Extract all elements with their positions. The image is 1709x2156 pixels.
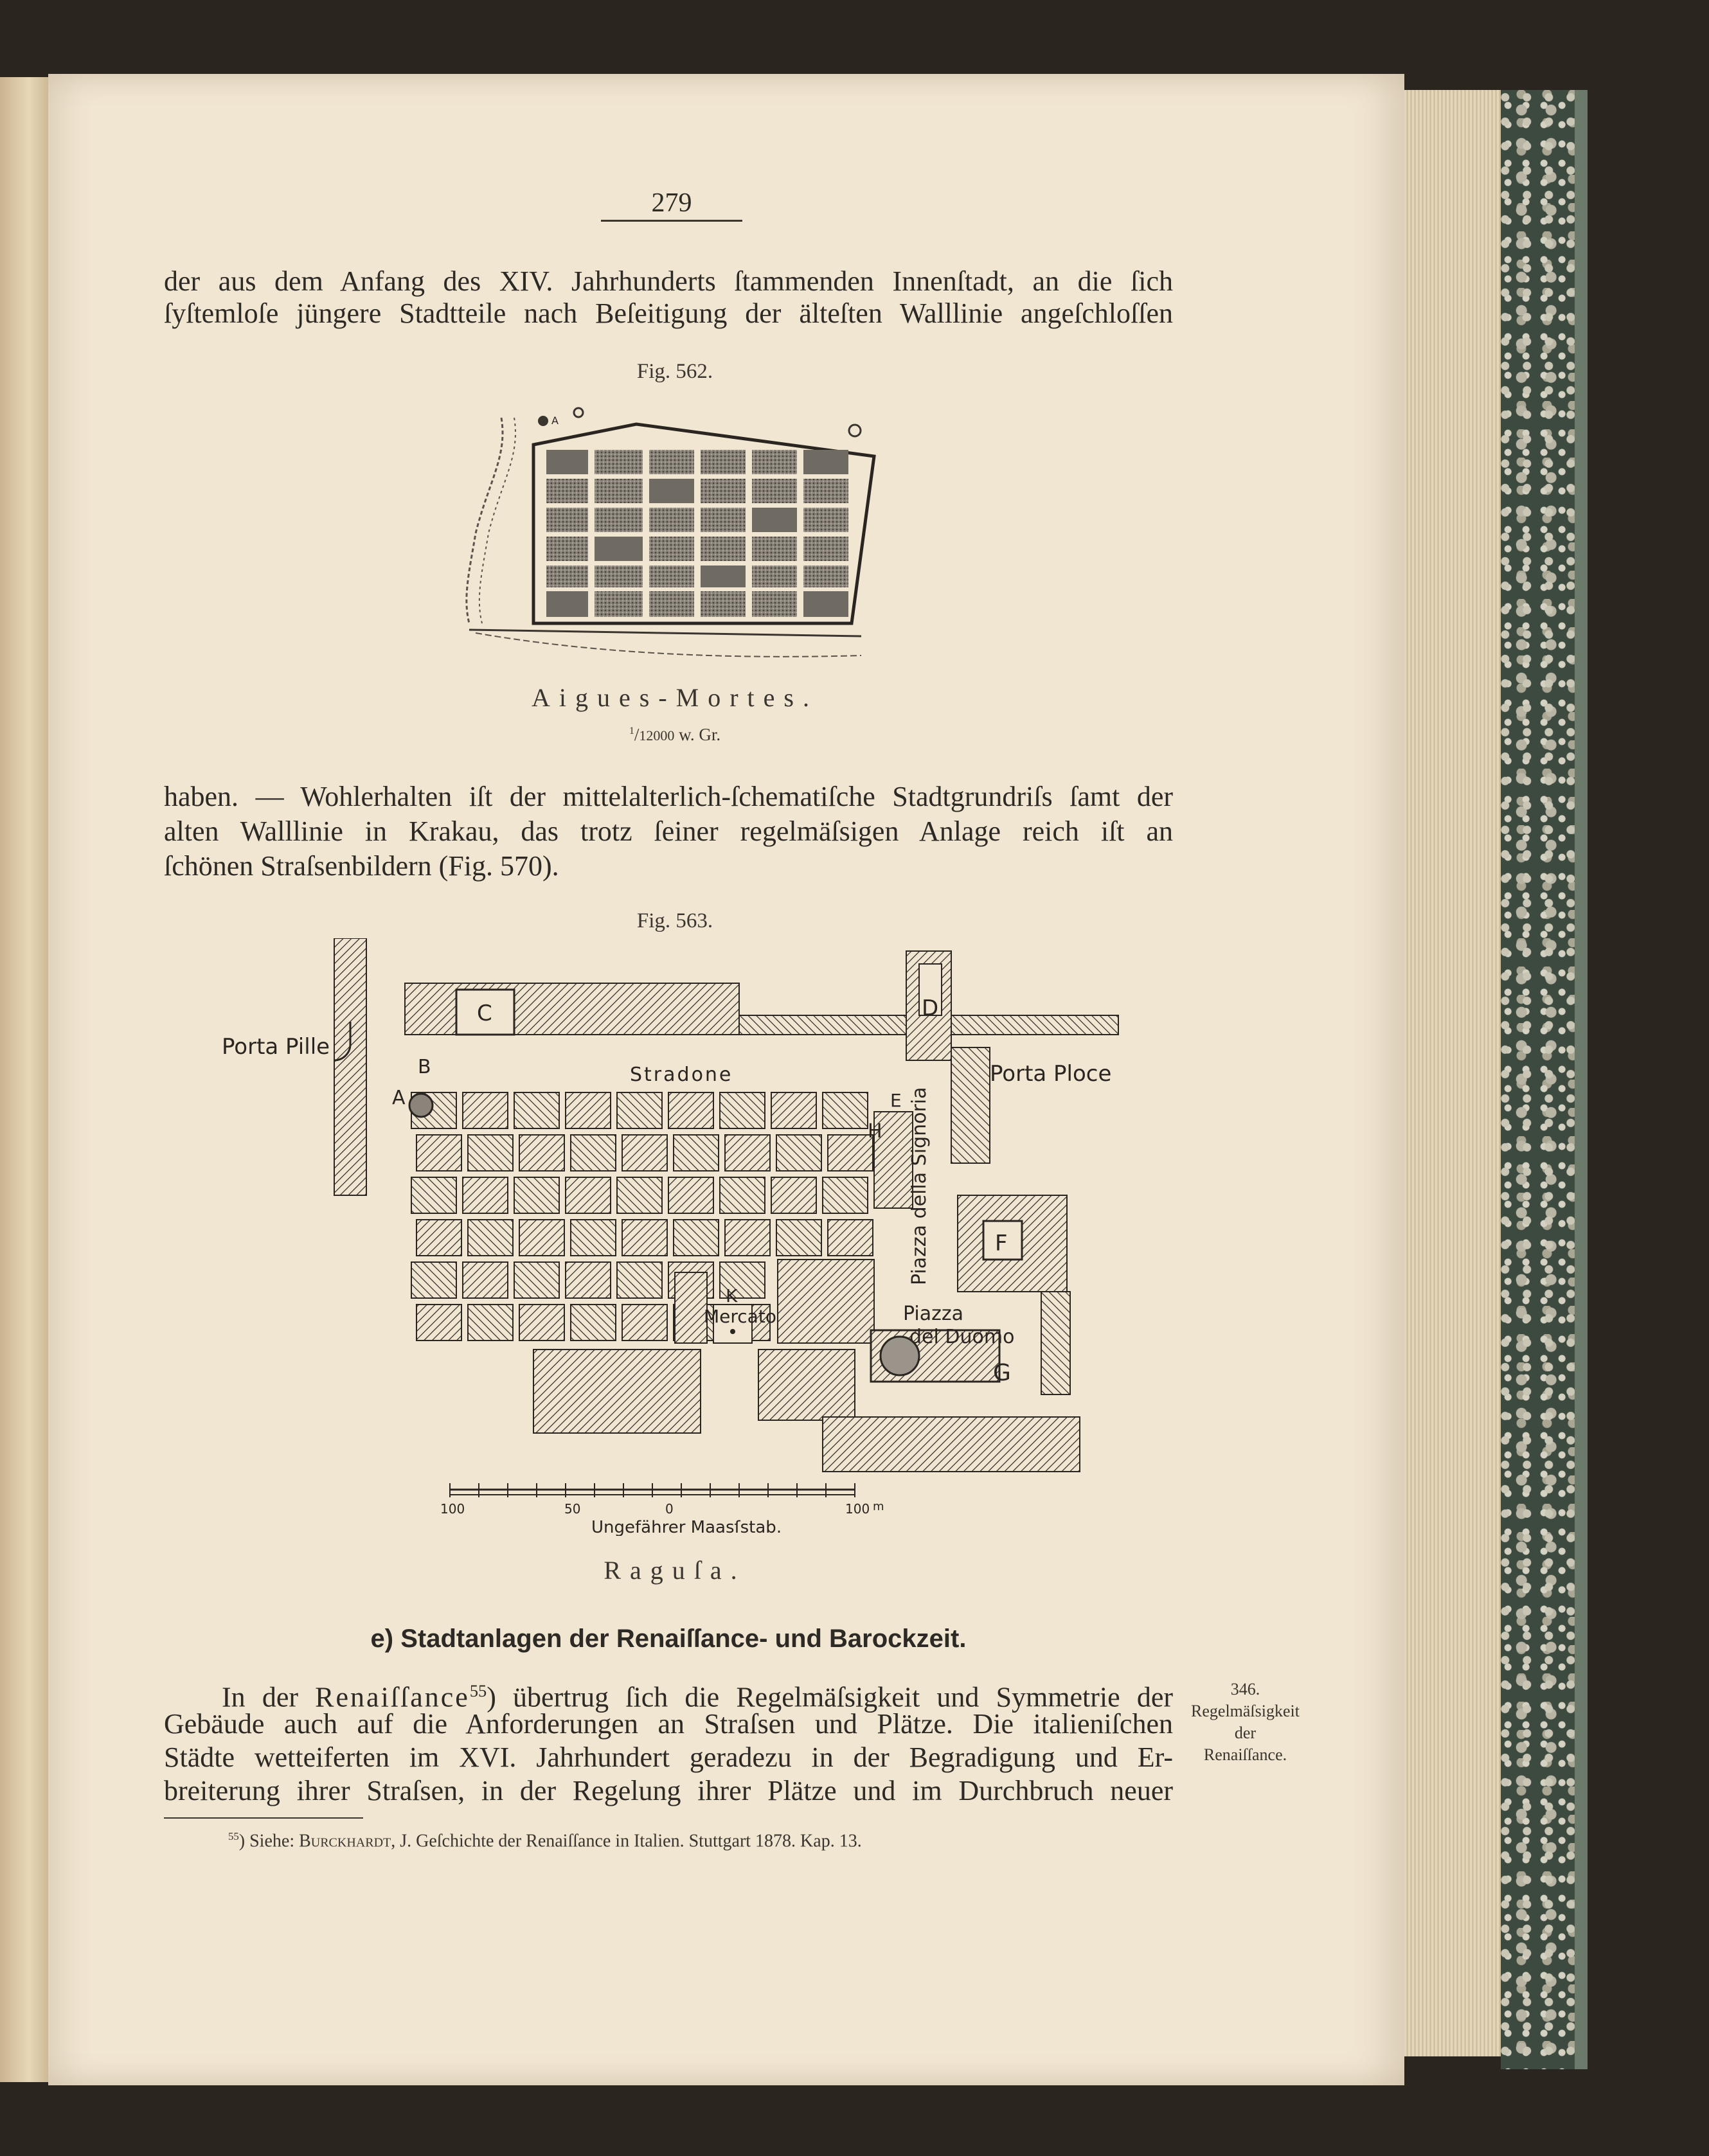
label-piazza-signoria: Piazza della Signoria: [908, 1087, 931, 1285]
figure-label: Fig. 562.: [636, 360, 713, 383]
town-block: [649, 450, 694, 474]
city-block: [828, 1220, 873, 1256]
map-aigues-mortes: [450, 405, 900, 675]
figure-label: Fig. 563.: [636, 909, 713, 932]
margin-note-line: Regelmäſsigkeit: [1191, 1702, 1300, 1720]
city-block: [416, 1135, 461, 1171]
footnote-rule: [164, 1817, 363, 1819]
town-block: [752, 508, 797, 532]
city-block: [622, 1220, 667, 1256]
page-number: 279: [651, 188, 692, 218]
city-block: [674, 1135, 719, 1171]
fountain: [409, 1094, 433, 1117]
town-block: [649, 591, 694, 617]
label-h: H: [868, 1120, 882, 1143]
label-c: C: [477, 1001, 492, 1026]
text-line: In der Renaiſſance$^{55}$) übertrug ſich die Regelmäſsigkeit und Symmetrie der: [222, 1681, 1174, 1713]
city-block: [519, 1220, 564, 1256]
city-block: [514, 1177, 559, 1213]
city-block: [828, 1135, 873, 1171]
town-block: [546, 450, 588, 474]
city-block: [823, 1092, 868, 1128]
label-e: E: [890, 1090, 902, 1111]
text-line: Gebäude auch auf die Anforderungen an Straſsen und Plätze. Die italieniſchen: [164, 1708, 1173, 1740]
scale-tick-label: 0: [665, 1501, 674, 1517]
city-block: [776, 1135, 821, 1171]
town-block: [803, 566, 848, 587]
town-block: [752, 537, 797, 561]
city-block: [720, 1177, 765, 1213]
scale-tick-label: 50: [564, 1501, 581, 1517]
city-block: [468, 1305, 513, 1341]
scale-caption: Ungefährer Maasſstab.: [591, 1518, 782, 1536]
city-block: [617, 1262, 662, 1298]
scale-tick-label: 100: [440, 1501, 465, 1517]
figure-placename: Raguſa.: [604, 1556, 746, 1585]
town-block: [752, 566, 797, 587]
town-block: [752, 450, 797, 474]
town-block: [546, 537, 588, 561]
town-block: [701, 450, 746, 474]
map-label-a: A: [551, 414, 559, 427]
town-block: [546, 508, 588, 532]
margin-note-line: Renaiſſance.: [1203, 1745, 1287, 1764]
text-line: alten Walllinie in Krakau, das trotz ſeiner regelmäſsigen Anlage reich iſt an: [164, 815, 1173, 847]
text-line: haben. — Wohlerhalten iſt der mittelalterlich-ſchematiſche Stadtgrundriſs ſamt der: [164, 781, 1173, 812]
city-block: [514, 1092, 559, 1128]
margin-note-line: der: [1234, 1724, 1257, 1742]
town-block: [546, 479, 588, 503]
city-block: [674, 1220, 719, 1256]
label-a: A: [392, 1087, 406, 1109]
label-b: B: [418, 1056, 431, 1078]
town-block: [595, 591, 643, 617]
text-line: ſyſtemloſe jüngere Stadtteile nach Beſeitigung der älteſten Walllinie angeſchloſſen: [164, 298, 1173, 329]
margin-note-number: 346.: [1230, 1680, 1260, 1698]
town-block: [595, 479, 643, 503]
town-block: [803, 591, 848, 617]
town-block: [701, 479, 746, 503]
city-block: [519, 1305, 564, 1341]
town-block: [803, 508, 848, 532]
town-block: [649, 537, 694, 561]
label-porta-ploce: Porta Ploce: [990, 1061, 1112, 1087]
section-heading: e) Stadtanlagen der Renaiſſance- und Barockzeit.: [370, 1625, 967, 1653]
city-block: [571, 1220, 616, 1256]
town-block: [701, 537, 746, 561]
city-block: [778, 1260, 874, 1343]
town-block: [803, 450, 848, 474]
label-f: F: [995, 1231, 1008, 1256]
city-block: [617, 1177, 662, 1213]
figure-scale: $^1$/12000 w. Gr.: [629, 725, 721, 744]
city-block: [771, 1177, 816, 1213]
town-block: [649, 479, 694, 503]
city-block: [720, 1092, 765, 1128]
river-channel: [467, 418, 503, 623]
header-rule: [601, 220, 742, 222]
city-block: [675, 1272, 707, 1343]
town-block: [803, 537, 848, 561]
label-del-duomo: del Duomo: [909, 1326, 1015, 1348]
town-block: [752, 591, 797, 617]
city-block: [668, 1177, 713, 1213]
city-block: [566, 1177, 611, 1213]
town-block: [595, 508, 643, 532]
scale-bar: [440, 1483, 884, 1536]
city-block: [468, 1220, 513, 1256]
text-line: der aus dem Anfang des XIV. Jahrhunderts ſtammenden Innenſtadt, an die ſich: [164, 265, 1173, 297]
city-block: [758, 1350, 855, 1420]
city-block: [622, 1135, 667, 1171]
scale-unit: m: [873, 1500, 884, 1513]
text-line: breiterung ihrer Straſsen, in der Regelung ihrer Plätze und im Durchbruch neuer: [164, 1775, 1173, 1806]
ragusa-blocks: [411, 1092, 913, 1433]
marbled-cover: [1501, 90, 1575, 2069]
city-block: [668, 1092, 713, 1128]
city-block: [725, 1220, 770, 1256]
city-block: [463, 1262, 508, 1298]
town-block: [595, 566, 643, 587]
city-block: [463, 1092, 508, 1128]
cover-spine-edge: [1575, 90, 1588, 2069]
town-block: [701, 508, 746, 532]
tower-marker: [538, 416, 548, 426]
city-block: [519, 1135, 564, 1171]
city-block: [725, 1135, 770, 1171]
map-ragusa: [212, 938, 1138, 1536]
label-d: D: [922, 995, 939, 1021]
city-block: [566, 1092, 611, 1128]
town-block: [546, 591, 588, 617]
facing-page-edge: [0, 77, 48, 2082]
town-block: [701, 566, 746, 587]
town-block: [595, 450, 643, 474]
label-mercato: Mercato: [704, 1306, 776, 1327]
city-block: [571, 1305, 616, 1341]
city-block: [776, 1220, 821, 1256]
city-block: [533, 1350, 701, 1433]
label-porta-pille: Porta Pille: [222, 1034, 330, 1060]
city-block: [622, 1305, 667, 1341]
city-block: [566, 1262, 611, 1298]
label-piazza-duomo: Piazza: [903, 1303, 964, 1325]
label-k: K: [726, 1285, 738, 1306]
city-block: [571, 1135, 616, 1171]
town-block: [649, 508, 694, 532]
text-line: Städte wetteiferten im XVI. Jahrhundert geradezu in der Begradigung und Er-: [164, 1742, 1173, 1773]
page-block-edges: [1404, 90, 1501, 2056]
city-block: [411, 1262, 456, 1298]
town-block: [649, 566, 694, 587]
text-line: ſchönen Straſsenbildern (Fig. 570).: [164, 850, 559, 882]
city-block: [514, 1262, 559, 1298]
town-block: [752, 479, 797, 503]
town-block: [803, 479, 848, 503]
figure-placename: Aigues-Mortes.: [532, 683, 818, 712]
label-g: G: [993, 1360, 1011, 1386]
city-block: [463, 1177, 508, 1213]
city-block: [416, 1220, 461, 1256]
city-block: [771, 1092, 816, 1128]
town-block: [701, 591, 746, 617]
city-block: [468, 1135, 513, 1171]
town-block: [595, 537, 643, 561]
footnote: $^{55}$) Siehe: Burckhardt, J. Geſchichte der Renaiſſance in Italien. Stuttgart 1878. Kap. 13.: [228, 1830, 862, 1851]
label-stradone: Stradone: [630, 1064, 733, 1086]
town-block: [546, 566, 588, 587]
city-block: [411, 1177, 456, 1213]
scale-tick-label: 100: [845, 1501, 870, 1517]
city-block: [823, 1177, 868, 1213]
city-block: [416, 1305, 461, 1341]
city-block: [617, 1092, 662, 1128]
